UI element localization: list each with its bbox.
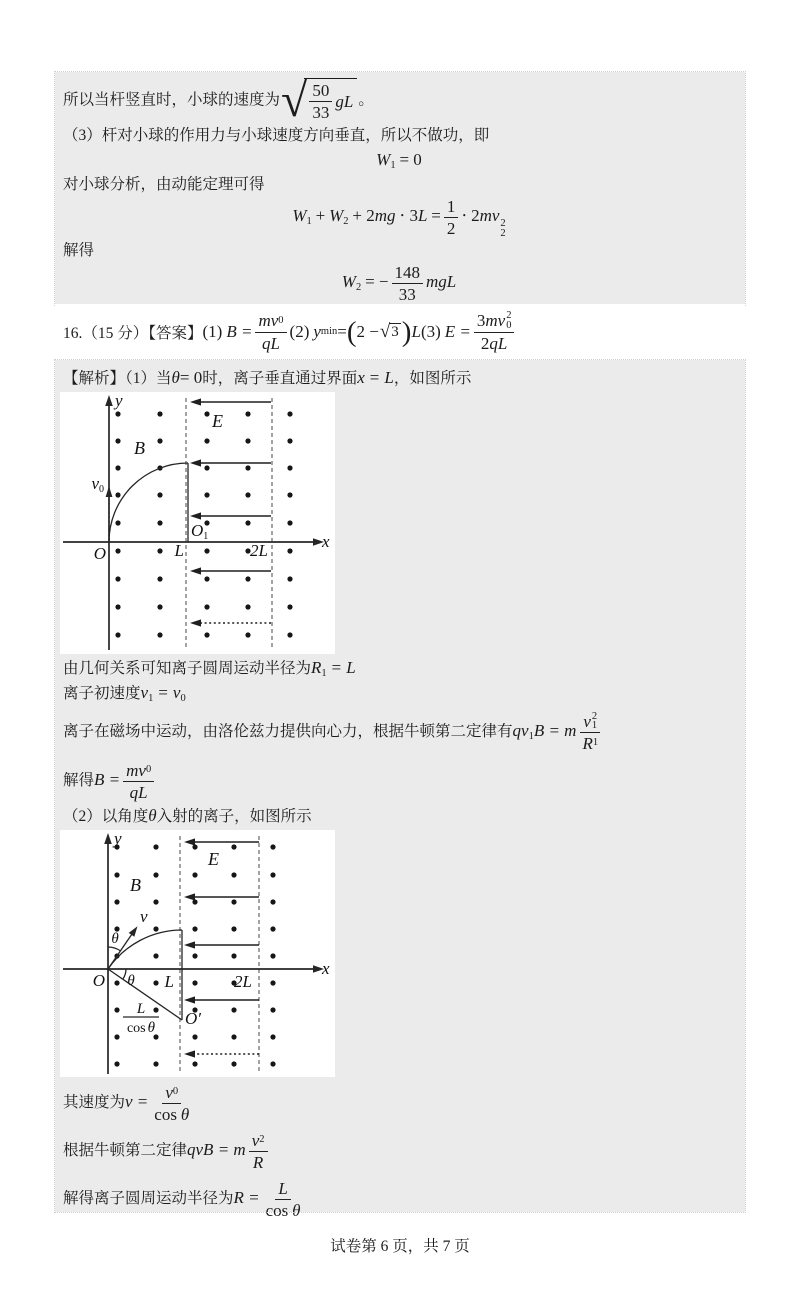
subscript: 0	[180, 693, 186, 704]
math-token: (2)	[289, 322, 310, 341]
math-token: θ	[148, 806, 157, 825]
part2-intro-line	[63, 804, 735, 828]
math-token: = v	[157, 683, 181, 702]
denominator: qL	[129, 782, 148, 802]
subscript: 1	[528, 731, 534, 742]
text-run: 。	[358, 91, 374, 109]
radical-sign: √	[281, 74, 308, 127]
math-token: L	[417, 206, 428, 226]
left-paren: (	[346, 315, 357, 348]
numerator: 148	[392, 263, 424, 284]
math-token: mv	[479, 206, 500, 226]
subscript: 1	[390, 160, 396, 171]
math-token: qv	[512, 721, 529, 740]
numerator: L	[275, 1179, 290, 1200]
numerator: 50	[309, 81, 332, 102]
magnetic-field-label: B	[130, 875, 141, 895]
math-token: (1)	[202, 322, 223, 341]
square-root	[281, 74, 357, 127]
math-token: W	[329, 206, 344, 226]
denominator	[263, 1200, 304, 1220]
subscript: 1	[591, 720, 598, 732]
math-token: v	[583, 711, 591, 731]
initial-speed-line	[63, 680, 735, 706]
question16-answer-line: 16.（15 分）【答案】 (1) B = mv 0 qL (2) y min = ( 2 − √ 3 ) L (3) E = 3 mv 2 0 2 qL	[55, 304, 745, 360]
numerator: v 2	[249, 1131, 268, 1152]
theta-label-bottom: θ	[127, 973, 135, 989]
math-token: v	[140, 683, 149, 702]
fraction	[309, 81, 332, 122]
fraction	[392, 263, 424, 304]
solve-B-line	[63, 757, 735, 804]
radicand	[304, 78, 357, 122]
radius-fraction-denominator: cos θ	[126, 1020, 156, 1036]
sub-sup-stack	[592, 712, 597, 731]
fraction	[249, 1131, 268, 1172]
theta-angle-arc-bottom	[123, 969, 126, 979]
text-run: （2）以角度	[63, 808, 149, 825]
numerator: v 0	[162, 1083, 181, 1104]
math-token: 2	[471, 206, 480, 226]
v0-arrowhead	[106, 486, 113, 497]
superscript: 2	[506, 310, 512, 322]
numerator	[580, 712, 600, 733]
text-run: 入射的离子，如图所示	[156, 808, 312, 825]
page-footer: 试卷第 6 页，共 7 页	[330, 1238, 470, 1255]
math-token: ⋅	[461, 206, 468, 226]
y-axis-arrowhead	[104, 833, 112, 844]
distance-2L-label: 2L	[250, 541, 268, 560]
subscript: 0	[506, 319, 512, 331]
velocity-label: v	[140, 907, 148, 926]
answer-heading: 16.（15 分）【答案】	[63, 325, 203, 342]
math-token: R	[582, 733, 593, 753]
distance-L-label: L	[164, 972, 174, 991]
math-token: (3)	[420, 322, 441, 341]
theta-angle-arc-top	[108, 947, 121, 951]
math-token: =	[431, 206, 441, 226]
diagram-theta-incident	[60, 830, 335, 1077]
text-run: 根据牛顿第二定律	[63, 1142, 188, 1159]
text-run: 【解析】（1）当	[63, 370, 172, 387]
math-token: W	[341, 272, 356, 292]
math-token: L	[411, 322, 421, 341]
x-axis-label: x	[322, 959, 330, 978]
x-axis-label: x	[322, 532, 330, 551]
fraction	[151, 1083, 192, 1124]
math-token: 3	[476, 311, 486, 331]
y-axis-arrowhead	[105, 395, 113, 406]
denominator: 33	[312, 103, 330, 123]
subscript: 1	[148, 693, 154, 704]
denominator: R 1	[582, 733, 599, 753]
math-token: qL	[489, 333, 508, 353]
w2-result-equation	[63, 263, 735, 304]
text-run: 离子初速度	[63, 685, 141, 702]
text-run: 时，离子垂直通过界面	[202, 370, 358, 387]
analysis-intro-line	[63, 366, 735, 390]
math-token: mg	[374, 206, 396, 226]
circle-center-Oprime-label: O′	[185, 1009, 201, 1028]
math-token: cos	[265, 1200, 289, 1220]
text-run: ，如图所示	[393, 370, 472, 387]
superscript: 2	[591, 710, 598, 722]
subscript: 1	[321, 668, 327, 679]
numerator: 1	[444, 197, 459, 218]
math-token: R	[311, 658, 322, 677]
math-token: B = m	[533, 721, 577, 740]
kinetic-energy-equation	[63, 197, 735, 238]
sub-sup-stack	[500, 219, 505, 238]
math-token: 2 −	[356, 322, 379, 341]
text-run: 解得	[63, 772, 95, 789]
radius-result-line	[63, 1175, 735, 1222]
math-token: gL	[335, 92, 354, 112]
text-run: 离子在磁场中运动，由洛伦兹力提供向心力，根据牛顿第二定律有	[63, 723, 513, 740]
initial-velocity-label: v0	[91, 474, 104, 495]
geometry-radius-line	[63, 656, 735, 680]
text-run: （3）杆对小球的作用力与小球速度方向垂直，所以不做功，即	[63, 127, 490, 144]
diagram-theta-zero	[60, 392, 335, 654]
math-token: +	[315, 206, 326, 226]
radical-sign: √	[379, 321, 391, 342]
lorentz-force-line	[63, 706, 735, 757]
math-token: W	[376, 150, 391, 169]
denominator: 33	[398, 285, 416, 305]
math-token: B =	[226, 322, 253, 341]
fraction	[263, 1179, 304, 1220]
denominator: R	[252, 1152, 264, 1172]
math-token: mv	[126, 760, 146, 780]
part3-statement-line	[63, 124, 735, 147]
math-token: = −	[365, 272, 389, 292]
newton-second-law-line	[63, 1126, 735, 1175]
math-token: = 0	[179, 368, 203, 387]
velocity-arrowhead	[129, 926, 138, 937]
denominator: qL	[262, 333, 280, 353]
question16-analysis-block	[55, 360, 745, 1220]
magnetic-field-label: B	[134, 438, 145, 458]
subscript: 2	[355, 282, 362, 294]
y-axis-label: y	[115, 392, 123, 410]
text-run: 其速度为	[63, 1094, 126, 1111]
speed-result-line	[63, 74, 735, 127]
math-token: mgL	[426, 272, 457, 292]
math-token: 2	[480, 333, 490, 353]
y-axis-label: y	[114, 830, 122, 848]
denominator: 2	[446, 219, 456, 239]
speed-theta-line	[63, 1079, 735, 1126]
electric-field-arrows	[190, 398, 271, 626]
right-paren: )	[401, 315, 412, 348]
solve-label-line	[63, 239, 735, 262]
numerator: mv 0	[123, 761, 154, 782]
math-token: =	[337, 322, 347, 341]
fraction	[474, 311, 515, 352]
distance-2L-label: 2L	[234, 972, 252, 991]
w1-equation	[63, 148, 735, 172]
distance-L-label: L	[174, 541, 184, 560]
radicand: 3	[391, 324, 399, 340]
electric-field-label: E	[208, 849, 219, 869]
math-token: θ	[180, 1104, 190, 1124]
math-token: θ	[171, 368, 180, 387]
math-token: qvB = m	[187, 1140, 246, 1159]
fraction	[255, 311, 286, 352]
math-token: ⋅ 3	[399, 206, 418, 226]
square-root-small	[380, 323, 401, 341]
text-run: 解得	[63, 242, 95, 260]
math-token: mv	[258, 311, 279, 331]
radius-fraction-numerator: L	[136, 1001, 146, 1017]
denominator	[151, 1104, 192, 1124]
math-token: E =	[444, 322, 471, 341]
math-token: R =	[233, 1188, 260, 1207]
fraction	[444, 197, 459, 238]
sub-sup-stack	[506, 311, 511, 330]
text-run: 所以当杆竖直时，小球的速度为	[63, 91, 281, 109]
math-token: = 0	[399, 150, 422, 169]
numerator: mv 0	[255, 311, 286, 332]
subscript: 1	[306, 216, 312, 228]
math-token: v	[251, 1130, 260, 1150]
subscript: 2	[343, 216, 349, 228]
math-token: x	[357, 368, 365, 387]
math-token: v =	[125, 1092, 149, 1111]
math-token: v	[165, 1082, 173, 1102]
text-run: 由几何关系可知离子圆周运动半径为	[63, 660, 312, 677]
math-token: W	[292, 206, 307, 226]
ion-trajectory-arc	[109, 463, 188, 542]
fraction	[579, 712, 601, 753]
text-run: 解得离子圆周运动半径为	[63, 1190, 234, 1207]
circle-center-O1-label: O1	[191, 521, 209, 542]
electric-field-label: E	[212, 411, 223, 431]
text-run: 对小球分析，由动能定理可得	[63, 176, 265, 193]
kinetic-energy-intro-line	[63, 173, 735, 196]
origin-label: O	[93, 544, 106, 563]
superscript: 2	[500, 218, 506, 230]
theta-label-top: θ	[111, 931, 119, 947]
math-token: cos	[154, 1104, 177, 1124]
math-token: θ	[292, 1200, 301, 1220]
math-token: = L	[330, 658, 356, 677]
math-token: mv	[485, 311, 506, 331]
math-token: B =	[94, 770, 121, 789]
math-token: + 2	[352, 206, 375, 226]
math-token: = L	[368, 368, 394, 387]
denominator	[478, 333, 510, 353]
question15-solution-block	[55, 72, 745, 305]
subscript: 2	[500, 227, 506, 239]
math-token: y	[313, 322, 321, 341]
origin-label: O	[92, 971, 105, 990]
numerator	[474, 311, 515, 332]
fraction	[123, 761, 154, 802]
